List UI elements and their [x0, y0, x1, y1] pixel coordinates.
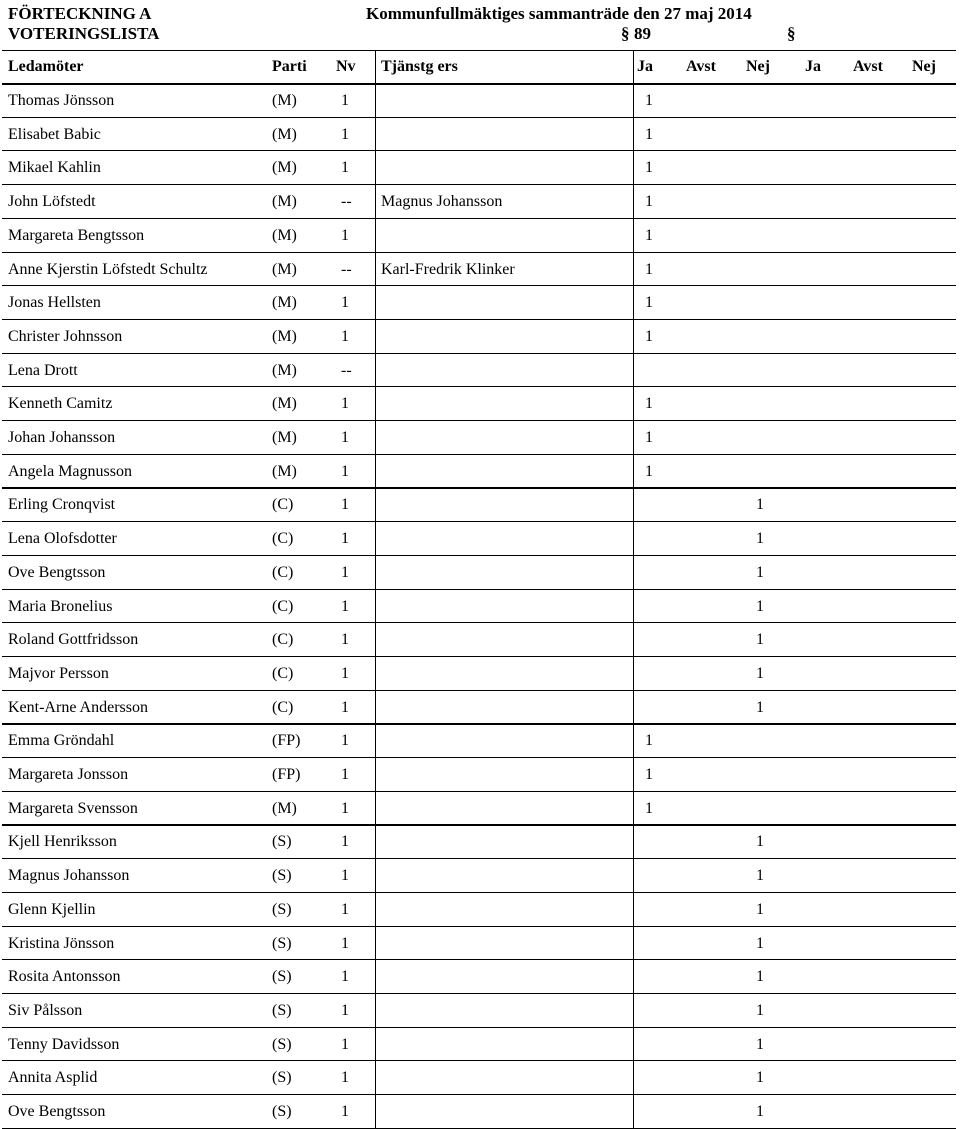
present: 1	[341, 833, 349, 850]
table-header-row	[0, 50, 960, 84]
vote-nej: 1	[756, 1036, 764, 1053]
member-name: Erling Cronqvist	[8, 496, 116, 513]
party: (M)	[272, 328, 297, 345]
table-row	[0, 185, 960, 219]
present: 1	[341, 92, 349, 109]
table-row	[0, 792, 960, 826]
party: (C)	[272, 665, 294, 682]
member-name: Anne Kjerstin Löfstedt Schultz	[8, 261, 208, 278]
vote-ja: 1	[645, 800, 653, 817]
member-name: Roland Gottfridsson	[8, 631, 139, 648]
table-row	[0, 657, 960, 691]
vote-nej: 1	[756, 496, 764, 513]
list-subtitle: VOTERINGSLISTA	[8, 24, 160, 43]
present: --	[341, 362, 352, 379]
substitute: Magnus Johansson	[381, 193, 503, 210]
present: 1	[341, 766, 349, 783]
vote-nej: 1	[756, 631, 764, 648]
party: (C)	[272, 530, 294, 547]
member-name: Magnus Johansson	[8, 867, 130, 884]
paragraph-number: 89	[634, 24, 651, 43]
vote-nej: 1	[756, 935, 764, 952]
member-name: Ove Bengtsson	[8, 564, 106, 581]
party: (M)	[272, 800, 297, 817]
table-row	[0, 151, 960, 185]
present: 1	[341, 935, 349, 952]
vote-ja: 1	[645, 294, 653, 311]
party: (M)	[272, 126, 297, 143]
present: 1	[341, 732, 349, 749]
vote-nej: 1	[756, 1002, 764, 1019]
party: (C)	[272, 699, 294, 716]
vote-nej: 1	[756, 598, 764, 615]
vote-ja: 1	[645, 732, 653, 749]
vote-ja: 1	[645, 126, 653, 143]
present: 1	[341, 463, 349, 480]
vote-ja: 1	[645, 429, 653, 446]
table-row	[0, 758, 960, 792]
col-header-members: Ledamöter	[8, 58, 84, 75]
table-top-border	[2, 50, 956, 51]
vote-nej: 1	[756, 530, 764, 547]
party: (C)	[272, 564, 294, 581]
col-header-party: Parti	[272, 58, 307, 75]
present: 1	[341, 564, 349, 581]
present: 1	[341, 631, 349, 648]
vote-ja: 1	[645, 193, 653, 210]
member-name: John Löfstedt	[8, 193, 96, 210]
present: --	[341, 193, 352, 210]
vote-nej: 1	[756, 901, 764, 918]
party: (S)	[272, 1069, 292, 1086]
member-name: Margareta Svensson	[8, 800, 138, 817]
present: 1	[341, 395, 349, 412]
col-header-substitute: Tjänstg ers	[381, 58, 458, 75]
vote-nej: 1	[756, 968, 764, 985]
table-row	[0, 455, 960, 489]
member-name: Jonas Hellsten	[8, 294, 101, 311]
vote-ja: 1	[645, 261, 653, 278]
party: (S)	[272, 968, 292, 985]
table-row	[0, 859, 960, 893]
table-row	[0, 488, 960, 522]
member-name: Ove Bengtsson	[8, 1103, 106, 1120]
col-header-ja-1: Ja	[637, 58, 653, 75]
table-row	[0, 893, 960, 927]
present: 1	[341, 328, 349, 345]
present: 1	[341, 901, 349, 918]
party: (S)	[272, 1002, 292, 1019]
vote-nej: 1	[756, 1069, 764, 1086]
vote-nej: 1	[756, 564, 764, 581]
table-row	[0, 1095, 960, 1129]
present: 1	[341, 294, 349, 311]
col-header-nv: Nv	[336, 58, 356, 75]
table-row	[0, 354, 960, 388]
member-name: Christer Johnsson	[8, 328, 123, 345]
party: (M)	[272, 193, 297, 210]
present: 1	[341, 496, 349, 513]
table-row	[0, 118, 960, 152]
vote-ja: 1	[645, 766, 653, 783]
member-name: Maria Bronelius	[8, 598, 113, 615]
table-row	[0, 590, 960, 624]
member-name: Kent-Arne Andersson	[8, 699, 148, 716]
party: (S)	[272, 833, 292, 850]
table-row	[0, 994, 960, 1028]
vote-ja: 1	[645, 159, 653, 176]
table-row	[0, 724, 960, 758]
member-name: Margareta Jonsson	[8, 766, 129, 783]
table-row	[0, 556, 960, 590]
present: 1	[341, 530, 349, 547]
member-name: Glenn Kjellin	[8, 901, 96, 918]
table-row	[0, 1028, 960, 1062]
present: 1	[341, 800, 349, 817]
vote-nej: 1	[756, 867, 764, 884]
member-name: Johan Johansson	[8, 429, 116, 446]
member-name: Angela Magnusson	[8, 463, 132, 480]
vote-nej: 1	[756, 699, 764, 716]
present: 1	[341, 1036, 349, 1053]
member-name: Lena Olofsdotter	[8, 530, 117, 547]
party: (M)	[272, 294, 297, 311]
table-row	[0, 623, 960, 657]
vote-ja: 1	[645, 227, 653, 244]
meeting-title: Kommunfullmäktiges sammanträde den 27 maj 2014	[366, 4, 752, 23]
party: (S)	[272, 901, 292, 918]
present: --	[341, 261, 352, 278]
member-name: Majvor Persson	[8, 665, 109, 682]
paragraph-symbol-end: §	[787, 24, 796, 43]
table-row	[0, 320, 960, 354]
vote-ja: 1	[645, 463, 653, 480]
table-row	[0, 825, 960, 859]
member-name: Kenneth Camitz	[8, 395, 113, 412]
party: (M)	[272, 429, 297, 446]
present: 1	[341, 227, 349, 244]
vote-nej: 1	[756, 1103, 764, 1120]
table-row	[0, 387, 960, 421]
party: (FP)	[272, 732, 301, 749]
present: 1	[341, 429, 349, 446]
present: 1	[341, 1069, 349, 1086]
vote-ja: 1	[645, 395, 653, 412]
vote-nej: 1	[756, 665, 764, 682]
vote-ja: 1	[645, 328, 653, 345]
party: (M)	[272, 92, 297, 109]
party: (M)	[272, 395, 297, 412]
party: (C)	[272, 598, 294, 615]
member-name: Siv Pålsson	[8, 1002, 83, 1019]
present: 1	[341, 968, 349, 985]
col-header-nej-2: Nej	[912, 58, 936, 75]
present: 1	[341, 126, 349, 143]
party: (M)	[272, 362, 297, 379]
party: (M)	[272, 227, 297, 244]
member-name: Margareta Bengtsson	[8, 227, 145, 244]
present: 1	[341, 699, 349, 716]
party: (M)	[272, 159, 297, 176]
party: (M)	[272, 261, 297, 278]
table-row	[0, 927, 960, 961]
col-header-avst-1: Avst	[686, 58, 716, 75]
paragraph-symbol: §	[621, 24, 630, 43]
member-name: Lena Drott	[8, 362, 78, 379]
member-name: Rosita Antonsson	[8, 968, 121, 985]
table-row	[0, 253, 960, 287]
table-row	[0, 960, 960, 994]
party: (FP)	[272, 766, 301, 783]
table-row	[0, 219, 960, 253]
table-row	[0, 421, 960, 455]
table-row	[0, 522, 960, 556]
col-header-avst-2: Avst	[853, 58, 883, 75]
party: (S)	[272, 1036, 292, 1053]
col-header-nej-1: Nej	[746, 58, 770, 75]
party: (S)	[272, 867, 292, 884]
party: (C)	[272, 496, 294, 513]
party: (M)	[272, 463, 297, 480]
vote-ja: 1	[645, 92, 653, 109]
party: (S)	[272, 935, 292, 952]
table-row	[0, 691, 960, 725]
party: (C)	[272, 631, 294, 648]
table-row	[0, 84, 960, 118]
member-name: Emma Gröndahl	[8, 732, 115, 749]
table-row	[0, 1061, 960, 1095]
party: (S)	[272, 1103, 292, 1120]
present: 1	[341, 867, 349, 884]
present: 1	[341, 598, 349, 615]
member-name: Kjell Henriksson	[8, 833, 117, 850]
member-name: Kristina Jönsson	[8, 935, 115, 952]
col-header-ja-2: Ja	[805, 58, 821, 75]
member-name: Tenny Davidsson	[8, 1036, 120, 1053]
present: 1	[341, 1002, 349, 1019]
vote-nej: 1	[756, 833, 764, 850]
present: 1	[341, 159, 349, 176]
substitute: Karl-Fredrik Klinker	[381, 261, 515, 278]
member-name: Thomas Jönsson	[8, 92, 115, 109]
list-title: FÖRTECKNING A	[8, 4, 152, 23]
present: 1	[341, 665, 349, 682]
table-row	[0, 286, 960, 320]
present: 1	[341, 1103, 349, 1120]
member-name: Mikael Kahlin	[8, 159, 101, 176]
member-name: Annita Asplid	[8, 1069, 98, 1086]
member-name: Elisabet Babic	[8, 126, 101, 143]
